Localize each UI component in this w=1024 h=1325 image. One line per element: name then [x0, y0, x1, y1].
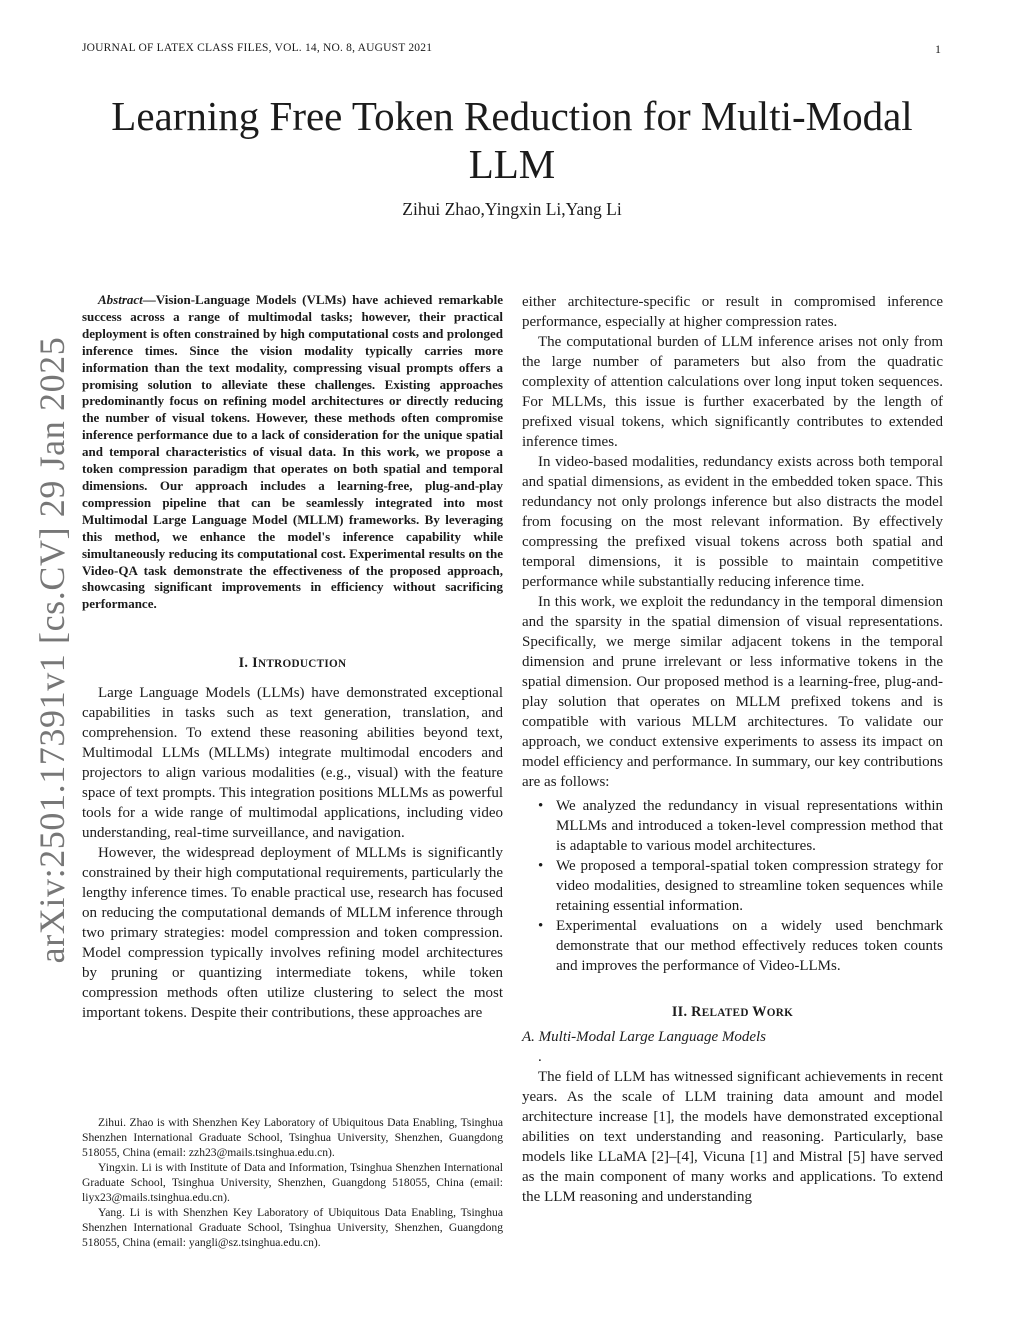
- section-heading-introduction: [82, 655, 503, 672]
- intro-paragraph-continued: either architecture-specific or result in compromised inference performance, especially at higher compression rates.: [522, 294, 943, 330]
- list-item-text: Experimental evaluations on a widely used benchmark demonstrate that our method effectively reduces token counts and improves the performance of Video-LLMs.: [556, 918, 943, 974]
- list-item: [522, 796, 943, 856]
- subsection-heading-mllm: A. Multi-Modal Large Language Models: [522, 1029, 767, 1045]
- abstract-label: Abstract: [98, 292, 143, 307]
- related-work-paragraph: The field of LLM has witnessed significant achievements in recent years. As the scale of LLM training data amount and model architecture increase [1], the models have demonstrated exceptional abilities on text understanding and reasoning. Particularly, base models like LLaMA [2]–[4], Vicuna [1] and Mistral [5] have served as the main component of many works and applications. To extend the LLM reasoning and understanding: [522, 1069, 943, 1205]
- list-item-text: We analyzed the redundancy in visual representations within MLLMs and introduced a token-level compression method that is adaptable to various model architectures.: [556, 798, 943, 854]
- section-title-rest: NTRODUCTION: [257, 658, 347, 671]
- page-number: 1: [935, 42, 941, 56]
- intro-paragraph-1: Large Language Models (LLMs) have demonstrated exceptional capabilities in tasks such as text generation, translation, and comprehension. To extend these reasoning abilities beyond text, Multimodal LLMs (MLLMs) integrate multimodal encoders and projectors to align various modalities (e.g., visual) with the feature space of text prompts. This integration positions MLLMs as powerful tools for a wide range of multimodal applications, including video understanding, real-time surveillance, and navigation.: [82, 685, 503, 842]
- section-number: II.: [671, 1004, 688, 1020]
- abstract-text: —Vision-Language Models (VLMs) have achieved remarkable success across a range of multimodal tasks; however, their practical deployment is often constrained by high computational costs and prolonged inference times. Since the vision modality typically carries more information than the text modality, compressing visual prompts offers a promising solution to alleviate these challenges. Existing approaches predominantly focus on refining model architectures or directly reducing the number of visual tokens. However, these methods often compromise inference performance due to a lack of consideration for the unique spatial and temporal characteristics of visual data. In this work, we propose a token compression paradigm that operates on both spatial and temporal dimensions. Our approach includes a learning-free, plug-and-play compression pipeline that can be seamlessly integrated into most Multimodal Large Language Model (MLLM) frameworks. By leveraging this method, we enhance the model's inference capability while simultaneously reducing its computational cost. Experimental results on the Video-QA task demonstrate the effectiveness of the proposed approach, showcasing significant improvements in efficiency without sacrificing performance.: [82, 292, 503, 612]
- section-initial: I: [252, 655, 258, 672]
- section-number: I.: [238, 655, 249, 672]
- left-column: [82, 292, 503, 1023]
- intro-paragraph-3: The computational burden of LLM inference arises not only from the large number of parameters but also from the quadratic complexity of attention calculations over long input token sequences. For MLLMs, this issue is further exacerbated by the length of prefixed visual tokens, which significantly contributes to extended inference times.: [522, 334, 943, 450]
- paper-title: Learning Free Token Reduction for Multi-Modal LLM: [111, 93, 913, 187]
- bullet-icon: •: [538, 858, 544, 874]
- arxiv-identifier: arXiv:2501.17391v1 [cs.CV] 29 Jan 2025: [32, 336, 72, 964]
- running-head: JOURNAL OF LATEX CLASS FILES, VOL. 14, NO. 8, AUGUST 2021: [82, 42, 433, 54]
- abstract: [82, 292, 503, 613]
- contributions-list: [522, 796, 943, 976]
- footnote-item: Zihui. Zhao is with Shenzhen Key Laboratory of Ubiquitous Data Enabling, Tsinghua Shenzhen International Graduate School, Tsinghua University, Shenzhen, Guangdong 518055, China (email: zzh23@mails.tsinghua.edu.cn).: [82, 1116, 503, 1159]
- section-title-rest: ORK: [766, 1007, 794, 1019]
- intro-paragraph-5: In this work, we exploit the redundancy in the temporal dimension and the sparsity in the spatial dimension of visual representations. Specifically, we merge similar adjacent tokens in the temporal dimension and prune irrelevant or less informative tokens in the spatial dimension. Our proposed method is a learning-free, plug-and-play solution that operates on MLLM prefixed tokens and is compatible with various MLLM architectures. To validate our approach, we conduct extensive experiments to assess its impact on model efficiency and performance. In summary, our key contributions are as follows:: [522, 594, 943, 790]
- section-initial: W: [752, 1004, 767, 1020]
- section-title-rest: ELATED: [701, 1007, 749, 1019]
- footnote-item: Yingxin. Li is with Institute of Data and Information, Tsinghua Shenzhen International Graduate School, Tsinghua University, Shenzhen, Guangdong 518055, China (email: liyx23@mails.tsinghua.edu.cn).: [82, 1161, 503, 1204]
- intro-paragraph-4: In video-based modalities, redundancy exists across both temporal and spatial dimensions, as evident in the embedded token space. This redundancy not only prolongs inference but also distracts the model from focusing on the most relevant information. By effectively compressing the prefixed visual tokens across both spatial and temporal dimensions, it is possible to maintain competitive performance while substantially reducing inference time.: [522, 454, 943, 590]
- intro-paragraph-2: However, the widespread deployment of MLLMs is significantly constrained by their high computational requirements, particularly the lengthy inference times. To enable practical use, research has focused on reducing the computational demands of MLLM inference through two primary strategies: model compression and token compression. Model compression typically involves refining model architectures by pruning or quantizing intermediate tokens, while token compression methods often utilize clustering to select the most important tokens. Despite their contributions, these approaches are: [82, 845, 503, 1022]
- right-column: [522, 292, 943, 1207]
- list-item-text: We proposed a temporal-spatial token compression strategy for video modalities, designed to streamline token sequences while retaining essential information.: [556, 858, 943, 914]
- footnote-item: Yang. Li is with Shenzhen Key Laboratory of Ubiquitous Data Enabling, Tsinghua Shenzhen International Graduate School, Tsinghua University, Shenzhen, Guangdong 518055, China (email: yangli@sz.tsinghua.edu.cn).: [82, 1206, 503, 1249]
- author-footnotes: [82, 1115, 503, 1250]
- list-item: [522, 856, 943, 916]
- author-list: Zihui Zhao,Yingxin Li,Yang Li: [402, 199, 622, 219]
- section-heading-related-work: [522, 1004, 943, 1021]
- bullet-icon: •: [538, 918, 544, 934]
- bullet-icon: •: [538, 798, 544, 814]
- stray-period: .: [538, 1049, 542, 1065]
- list-item: [522, 916, 943, 976]
- section-initial: R: [691, 1004, 702, 1020]
